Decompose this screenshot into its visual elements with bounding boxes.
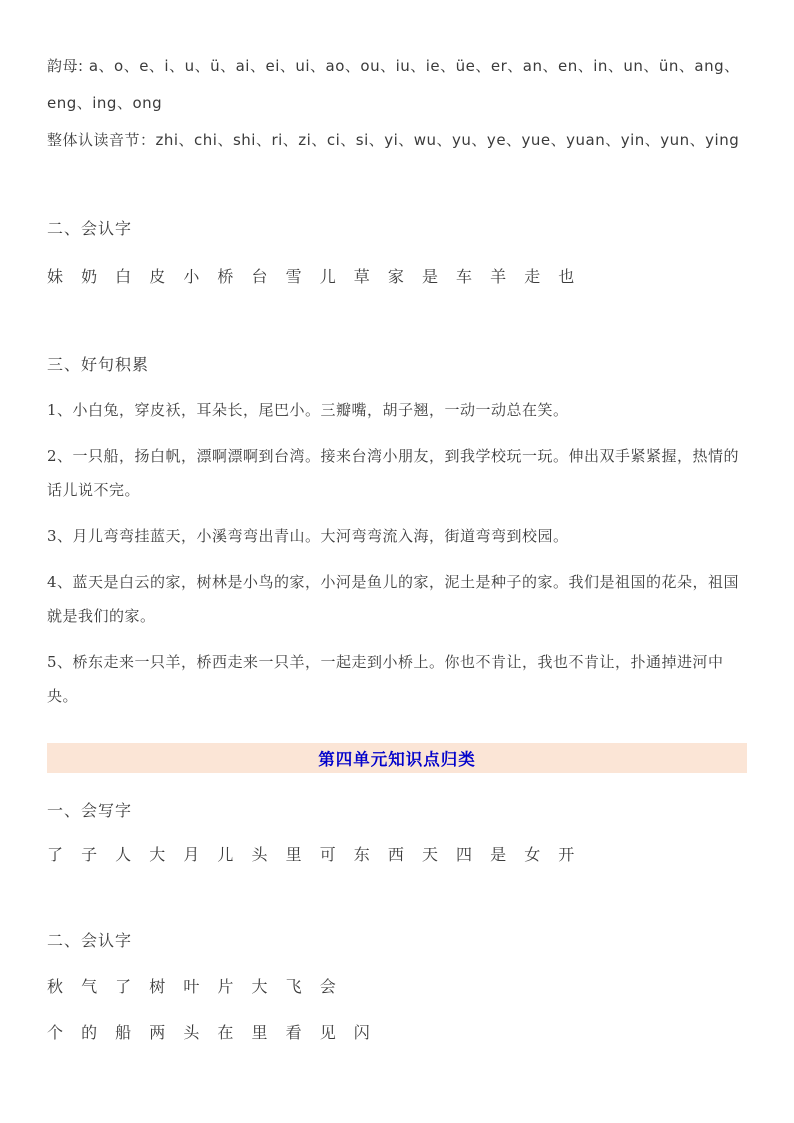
unit4-write-heading: 一、会写字 xyxy=(47,801,133,820)
unit4-write-char-row: 了 子 人 大 月 儿 头 里 可 东 西 天 四 是 女 开 xyxy=(47,845,575,864)
unit4-banner-title: 第四单元知识点归类 xyxy=(318,750,476,769)
sentence-item: 5、桥东走来一只羊，桥西走来一只羊，一起走到小桥上。你也不肯让，我也不肯让，扑通掉进河中央。 xyxy=(47,653,724,705)
unit3-sentences-heading: 三、好句积累 xyxy=(47,355,150,374)
whole-syllables-line: 整体认读音节：zhi、chi、shi、ri、zi、ci、si、yi、wu、yu、ye、yue、yuan、yin、yun、ying xyxy=(47,131,740,149)
unit4-recognize-char-row-2: 个 的 船 两 头 在 里 看 见 闪 xyxy=(47,1023,370,1042)
sentence-item: 1、小白兔，穿皮袄，耳朵长，尾巴小。三瓣嘴，胡子翘，一动一动总在笑。 xyxy=(47,401,569,419)
sentence-item: 2、一只船，扬白帆，漂啊漂啊到台湾。接来台湾小朋友，到我学校玩一玩。伸出双手紧紧握，热情的话儿说不完。 xyxy=(47,447,740,499)
unit4-banner xyxy=(47,743,747,773)
sentence-item: 4、蓝天是白云的家，树林是小鸟的家，小河是鱼儿的家，泥土是种子的家。我们是祖国的花朵，祖国就是我们的家。 xyxy=(47,573,740,625)
sentence-item: 3、月儿弯弯挂蓝天，小溪弯弯出青山。大河弯弯流入海，街道弯弯到校园。 xyxy=(47,527,569,545)
pinyin-finals-line: 韵母: a、o、e、i、u、ü、ai、ei、ui、ao、ou、iu、ie、üe、er、an、en、in、un、ün、ang、eng、ing、ong xyxy=(47,57,740,112)
unit4-recognize-char-row-1: 秋 气 了 树 叶 片 大 飞 会 xyxy=(47,977,336,996)
unit3-recognize-heading: 二、会认字 xyxy=(47,219,133,238)
unit3-recognize-char-row: 妹 奶 白 皮 小 桥 台 雪 儿 草 家 是 车 羊 走 也 xyxy=(47,267,575,286)
unit4-recognize-heading: 二、会认字 xyxy=(47,931,133,950)
